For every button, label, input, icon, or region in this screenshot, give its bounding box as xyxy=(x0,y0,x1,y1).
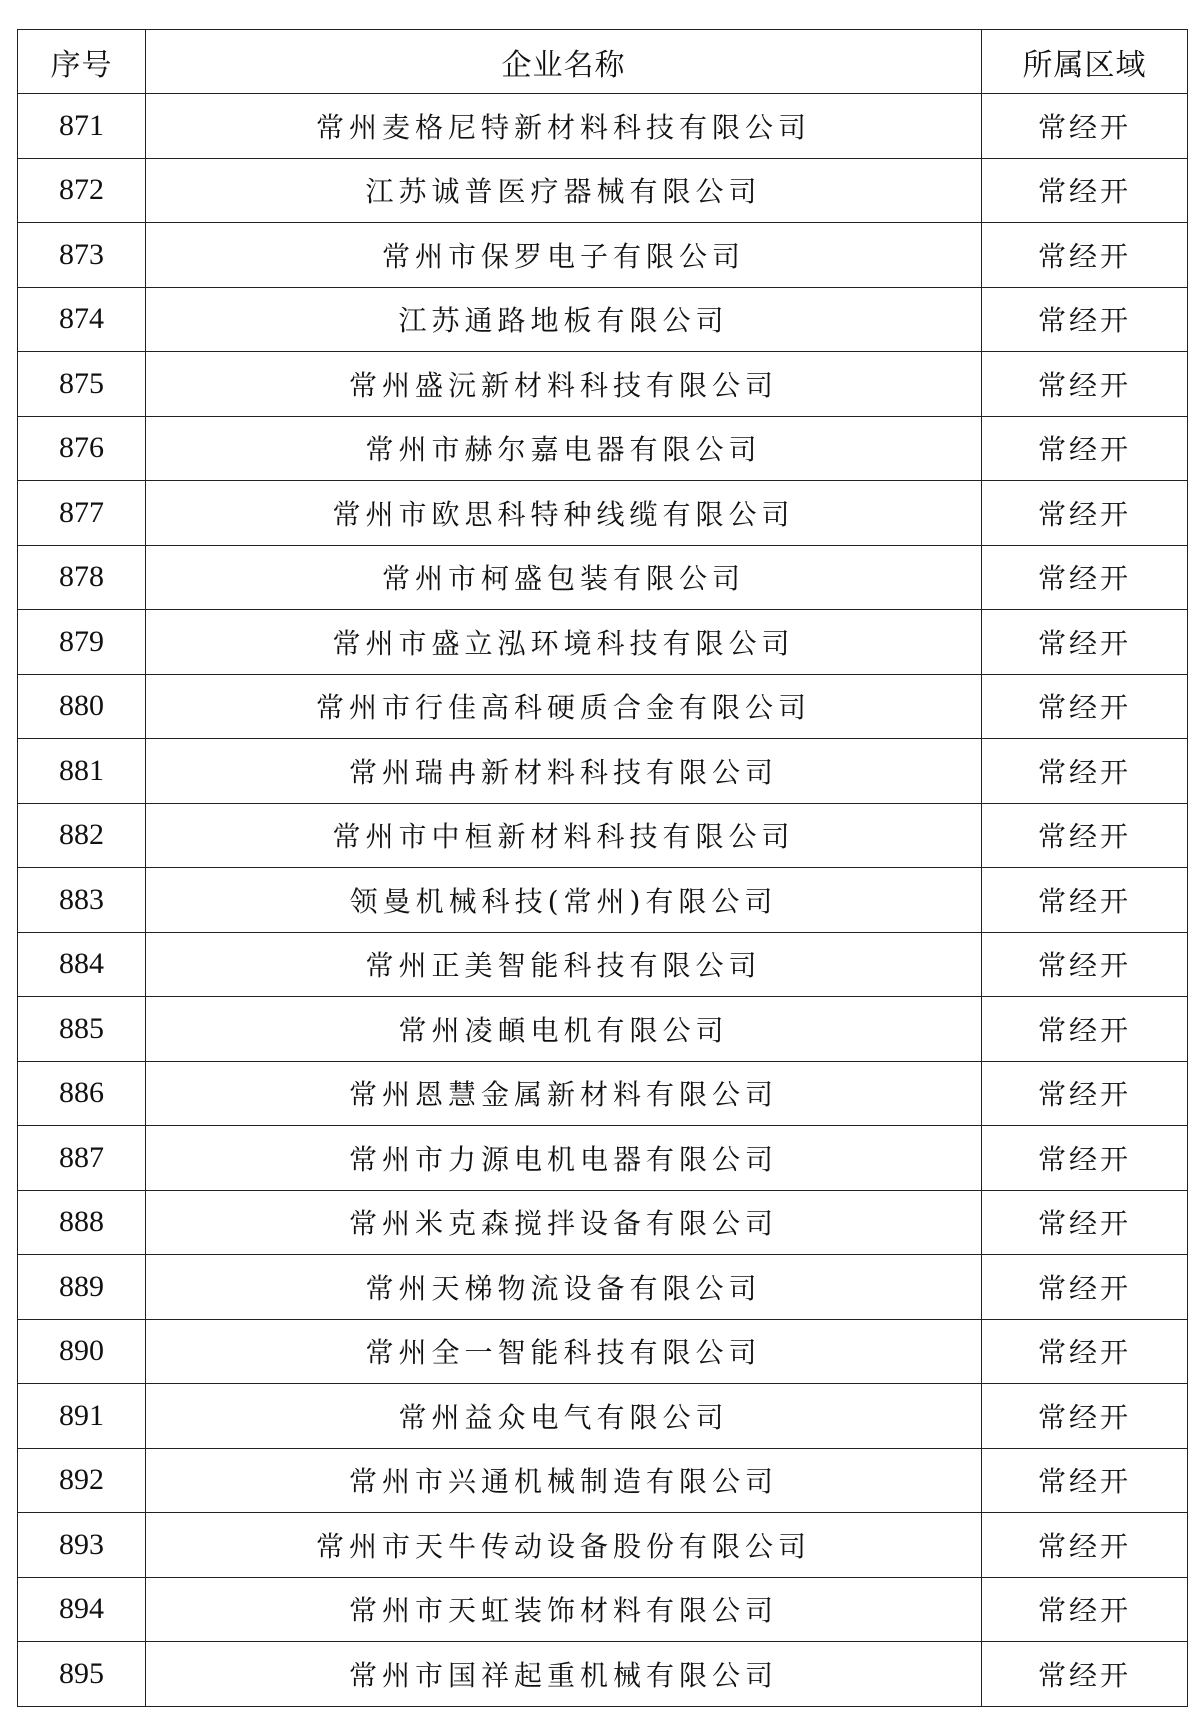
table-row xyxy=(18,674,1188,739)
serial-number-cell: 875 xyxy=(18,352,146,417)
enterprise-name-cell: 江苏诚普医疗器械有限公司 xyxy=(146,158,982,223)
serial-number-cell: 882 xyxy=(18,803,146,868)
table-header xyxy=(18,30,1188,94)
region-cell: 常经开 xyxy=(982,1577,1188,1642)
region-cell: 常经开 xyxy=(982,545,1188,610)
region-cell: 常经开 xyxy=(982,1126,1188,1191)
enterprise-name-cell: 常州恩慧金属新材料有限公司 xyxy=(146,1061,982,1126)
enterprise-name-cell: 常州市中桓新材料科技有限公司 xyxy=(146,803,982,868)
table-row xyxy=(18,481,1188,546)
region-cell: 常经开 xyxy=(982,287,1188,352)
region-cell: 常经开 xyxy=(982,674,1188,739)
serial-number-cell: 876 xyxy=(18,416,146,481)
table-row xyxy=(18,416,1188,481)
enterprise-name-cell: 常州盛沅新材料科技有限公司 xyxy=(146,352,982,417)
region-cell: 常经开 xyxy=(982,1061,1188,1126)
serial-number-cell: 893 xyxy=(18,1513,146,1578)
serial-number-cell: 883 xyxy=(18,868,146,933)
table-row xyxy=(18,1255,1188,1320)
serial-number-cell: 889 xyxy=(18,1255,146,1320)
header-serial-number: 序号 xyxy=(18,30,146,94)
table-row xyxy=(18,739,1188,804)
region-cell: 常经开 xyxy=(982,739,1188,804)
serial-number-cell: 891 xyxy=(18,1384,146,1449)
serial-number-cell: 881 xyxy=(18,739,146,804)
table-row xyxy=(18,868,1188,933)
table-row xyxy=(18,1642,1188,1707)
enterprise-name-cell: 常州市欧思科特种线缆有限公司 xyxy=(146,481,982,546)
serial-number-cell: 895 xyxy=(18,1642,146,1707)
serial-number-cell: 877 xyxy=(18,481,146,546)
enterprise-name-cell: 常州正美智能科技有限公司 xyxy=(146,932,982,997)
table-row xyxy=(18,94,1188,159)
table-row xyxy=(18,1061,1188,1126)
serial-number-cell: 874 xyxy=(18,287,146,352)
enterprise-name-cell: 常州凌頔电机有限公司 xyxy=(146,997,982,1062)
region-cell: 常经开 xyxy=(982,416,1188,481)
enterprise-name-cell: 江苏通路地板有限公司 xyxy=(146,287,982,352)
region-cell: 常经开 xyxy=(982,610,1188,675)
serial-number-cell: 888 xyxy=(18,1190,146,1255)
table-row xyxy=(18,545,1188,610)
region-cell: 常经开 xyxy=(982,1255,1188,1320)
region-cell: 常经开 xyxy=(982,1319,1188,1384)
region-cell: 常经开 xyxy=(982,223,1188,288)
document-page xyxy=(17,29,1187,1707)
enterprise-table xyxy=(17,29,1188,1707)
table-row xyxy=(18,1384,1188,1449)
serial-number-cell: 880 xyxy=(18,674,146,739)
region-cell: 常经开 xyxy=(982,868,1188,933)
header-row xyxy=(18,30,1188,94)
serial-number-cell: 884 xyxy=(18,932,146,997)
serial-number-cell: 886 xyxy=(18,1061,146,1126)
serial-number-cell: 885 xyxy=(18,997,146,1062)
enterprise-name-cell: 常州市力源电机电器有限公司 xyxy=(146,1126,982,1191)
region-cell: 常经开 xyxy=(982,1384,1188,1449)
enterprise-name-cell: 常州全一智能科技有限公司 xyxy=(146,1319,982,1384)
header-enterprise-name: 企业名称 xyxy=(146,30,982,94)
table-body xyxy=(18,94,1188,1707)
region-cell: 常经开 xyxy=(982,1642,1188,1707)
table-row xyxy=(18,1126,1188,1191)
table-row xyxy=(18,1448,1188,1513)
region-cell: 常经开 xyxy=(982,1448,1188,1513)
enterprise-name-cell: 常州瑞冉新材料科技有限公司 xyxy=(146,739,982,804)
table-row xyxy=(18,1513,1188,1578)
region-cell: 常经开 xyxy=(982,158,1188,223)
enterprise-name-cell: 常州益众电气有限公司 xyxy=(146,1384,982,1449)
region-cell: 常经开 xyxy=(982,997,1188,1062)
header-region: 所属区域 xyxy=(982,30,1188,94)
table-row xyxy=(18,223,1188,288)
serial-number-cell: 878 xyxy=(18,545,146,610)
serial-number-cell: 871 xyxy=(18,94,146,159)
region-cell: 常经开 xyxy=(982,803,1188,868)
serial-number-cell: 879 xyxy=(18,610,146,675)
table-row xyxy=(18,287,1188,352)
table-row xyxy=(18,1577,1188,1642)
enterprise-name-cell: 常州市盛立泓环境科技有限公司 xyxy=(146,610,982,675)
table-row xyxy=(18,932,1188,997)
table-row xyxy=(18,158,1188,223)
serial-number-cell: 887 xyxy=(18,1126,146,1191)
enterprise-name-cell: 常州市兴通机械制造有限公司 xyxy=(146,1448,982,1513)
enterprise-name-cell: 常州麦格尼特新材料科技有限公司 xyxy=(146,94,982,159)
region-cell: 常经开 xyxy=(982,94,1188,159)
table-row xyxy=(18,1190,1188,1255)
serial-number-cell: 894 xyxy=(18,1577,146,1642)
serial-number-cell: 873 xyxy=(18,223,146,288)
enterprise-name-cell: 常州市天牛传动设备股份有限公司 xyxy=(146,1513,982,1578)
enterprise-name-cell: 常州市天虹装饰材料有限公司 xyxy=(146,1577,982,1642)
enterprise-name-cell: 领曼机械科技(常州)有限公司 xyxy=(146,868,982,933)
table-row xyxy=(18,610,1188,675)
region-cell: 常经开 xyxy=(982,932,1188,997)
enterprise-name-cell: 常州市国祥起重机械有限公司 xyxy=(146,1642,982,1707)
region-cell: 常经开 xyxy=(982,481,1188,546)
region-cell: 常经开 xyxy=(982,352,1188,417)
table-row xyxy=(18,352,1188,417)
enterprise-name-cell: 常州市赫尔嘉电器有限公司 xyxy=(146,416,982,481)
region-cell: 常经开 xyxy=(982,1190,1188,1255)
enterprise-name-cell: 常州市行佳高科硬质合金有限公司 xyxy=(146,674,982,739)
table-row xyxy=(18,1319,1188,1384)
serial-number-cell: 890 xyxy=(18,1319,146,1384)
enterprise-name-cell: 常州米克森搅拌设备有限公司 xyxy=(146,1190,982,1255)
region-cell: 常经开 xyxy=(982,1513,1188,1578)
enterprise-name-cell: 常州市保罗电子有限公司 xyxy=(146,223,982,288)
enterprise-name-cell: 常州市柯盛包装有限公司 xyxy=(146,545,982,610)
table-row xyxy=(18,803,1188,868)
serial-number-cell: 872 xyxy=(18,158,146,223)
enterprise-name-cell: 常州天梯物流设备有限公司 xyxy=(146,1255,982,1320)
serial-number-cell: 892 xyxy=(18,1448,146,1513)
table-row xyxy=(18,997,1188,1062)
